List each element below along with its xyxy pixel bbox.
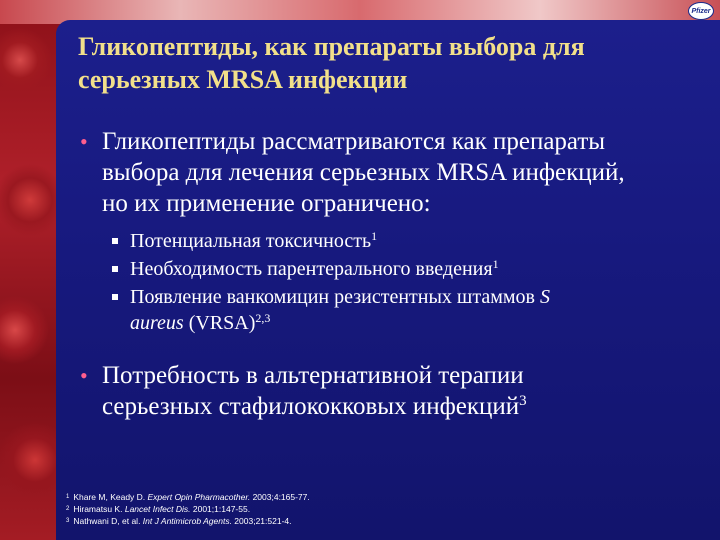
organism-species: aureus [130,312,184,334]
bullet-glycopeptides [80,126,700,219]
bullet-line: Гликопептиды рассматриваются как препараты [102,128,606,155]
references [66,491,310,527]
sub-bullet-text: Появление ванкомицин резистентных штаммов [130,286,540,308]
sub-bullet-text: Необходимость парентерального введения [130,258,493,280]
title-line-2: серьезных MRSA инфекции [78,65,408,94]
sub-bullet-text: (VRSA) [183,312,256,334]
square-bullet-icon [112,266,118,272]
bullet-line: серьезных стафилококковых инфекций [102,393,520,420]
sub-bullet-parenteral [110,256,670,282]
reference-sup: 1 [492,256,499,271]
background-red-cells [0,0,60,540]
reference-item: $^2$ Hiramatsu K. Lancet Infect Dis. 2001;1:147-55. [66,504,251,514]
sub-bullet-vrsa [110,284,670,336]
reference-sup: 3 [519,393,527,409]
square-bullet-icon [112,294,118,300]
organism-genus: S [539,286,550,308]
reference-item: $^3$ Nathwani D, et al. Int J Antimicrob Agents. 2003;21:521-4. [66,516,292,526]
sub-bullet-toxicity [110,228,670,254]
slide-title [78,30,678,96]
bullet-line: выбора для лечения серьезных MRSA инфекций, [102,159,625,186]
pfizer-logo: Pfizer [688,2,714,20]
bullet-alternative-therapy [80,360,700,422]
reference-item: $^1$ Khare M, Keady D. Expert Opin Pharmacother. 2003;4:165-77. [66,492,310,502]
bullet-dot: • [80,129,88,154]
title-line-1: Гликопептиды, как препараты выбора для [78,32,585,61]
square-bullet-icon [112,238,118,244]
bullet-dot: • [80,363,88,388]
bullet-line: но их применение ограничено: [102,190,431,217]
sub-bullet-text: Потенциальная токсичность [130,230,372,252]
reference-sup: 1 [371,228,378,243]
bullet-line: Потребность в альтернативной терапии [102,362,524,389]
reference-sup: 2,3 [255,310,271,325]
